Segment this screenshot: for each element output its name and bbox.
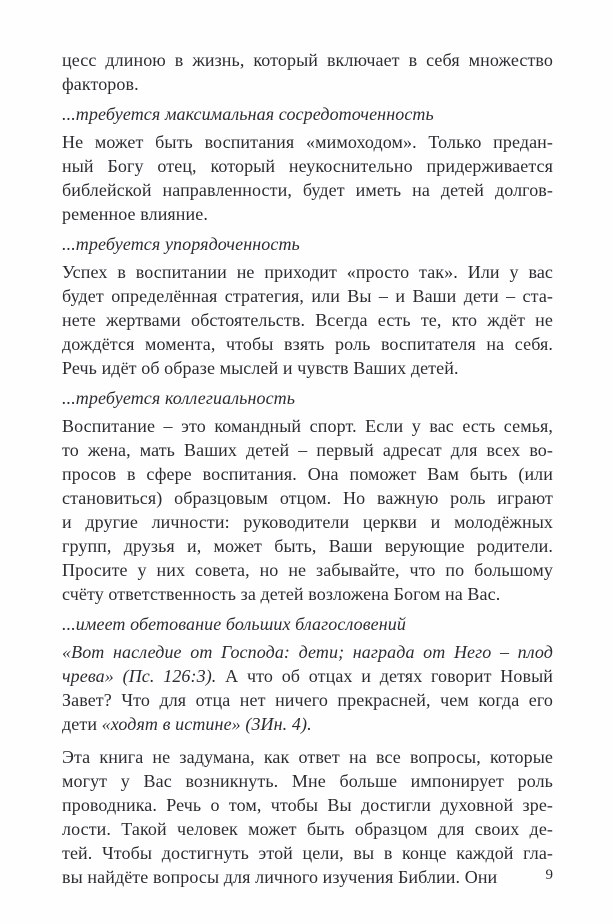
text-line: тей. Чтобы достигнуть этой цели, вы в конце каждой гла- (62, 843, 553, 863)
text-line: ...требуется максимальная сосредоточенность (62, 104, 434, 124)
subheading-collegiality (62, 386, 553, 410)
text-line: ный Богу отец, который неукоснительно придерживается (62, 156, 553, 176)
text-line: цесс длиною в жизнь, который включает в себя множество (62, 50, 553, 70)
text-line: Просите у них совета, но не забывайте, что по большому (62, 560, 553, 580)
text-line: лости. Такой человек может быть образцом для своих де- (62, 819, 553, 839)
text-line: счёту ответственность за детей возложена Богом на Вас. (62, 584, 501, 604)
page-content (62, 48, 553, 889)
paragraph-strategy (62, 260, 553, 380)
text-line: могут у Вас возникнуть. Мне больше импонирует роль (62, 771, 553, 791)
text-line: Успех в воспитании не приходит «просто так». Или у вас (62, 262, 553, 282)
text-line: просов в сфере воспитания. Она поможет Вам быть (или (62, 464, 553, 484)
text-line: групп, друзья и, может быть, Ваши верующие родители. (62, 536, 553, 556)
text-line: дети «ходят в истине» (3Ин. 4). (62, 714, 312, 734)
subheading-promise-of-blessings (62, 612, 553, 636)
subheading-maximum-focus (62, 102, 553, 126)
text-line: библейской направленности, будет иметь на детей долгов- (62, 180, 553, 200)
text-line: то жена, мать Ваших детей – первый адресат для всех во- (62, 440, 553, 460)
text-line: Завет? Что для отца нет ничего прекрасней, чем когда его (62, 690, 553, 710)
text-line: факторов. (62, 74, 139, 94)
page-number: 9 (545, 867, 553, 883)
paragraph-book-purpose (62, 745, 553, 889)
text-line: дождётся момента, чтобы взять роль воспитателя на себя. (62, 334, 553, 354)
text-line: Воспитание – это командный спорт. Если у вас есть семья, (62, 416, 553, 436)
text-line: «Вот наследие от Господа: дети; награда от Него – плод (62, 642, 553, 662)
text-line: ...требуется упорядоченность (62, 234, 300, 254)
text-line: ременное влияние. (62, 204, 208, 224)
paragraph-process-continuation (62, 48, 553, 96)
text-line: Эта книга не задумана, как ответ на все вопросы, которые (62, 747, 553, 767)
text-line: нете жертвами обстоятельств. Всегда есть те, кто ждёт не (62, 310, 553, 330)
text-line: ...имеет обетование больших благословений (62, 614, 406, 634)
text-line: ...требуется коллегиальность (62, 388, 296, 408)
text-line: проводника. Речь о том, чтобы Вы достигли духовной зре- (62, 795, 553, 815)
text-line: становиться) образцовым отцом. Но важную роль играют (62, 488, 553, 508)
text-line: и другие личности: руководители церкви и молодёжных (62, 512, 553, 532)
text-line: чрева» (Пс. 126:3). А что об отцах и детях говорит Новый (62, 666, 553, 686)
text-line: Не может быть воспитания «мимоходом». Только предан- (62, 132, 553, 152)
paragraph-devoted-father (62, 130, 553, 226)
paragraph-team-sport (62, 414, 553, 606)
text-line: будет определённая стратегия, или Вы – и Ваши дети – ста- (62, 286, 553, 306)
paragraph-scripture-quote (62, 640, 553, 736)
text-line: вы найдёте вопросы для личного изучения Библии. Они (62, 867, 498, 887)
text-line: Речь идёт об образе мыслей и чувств Ваших детей. (62, 358, 459, 378)
subheading-orderliness (62, 232, 553, 256)
